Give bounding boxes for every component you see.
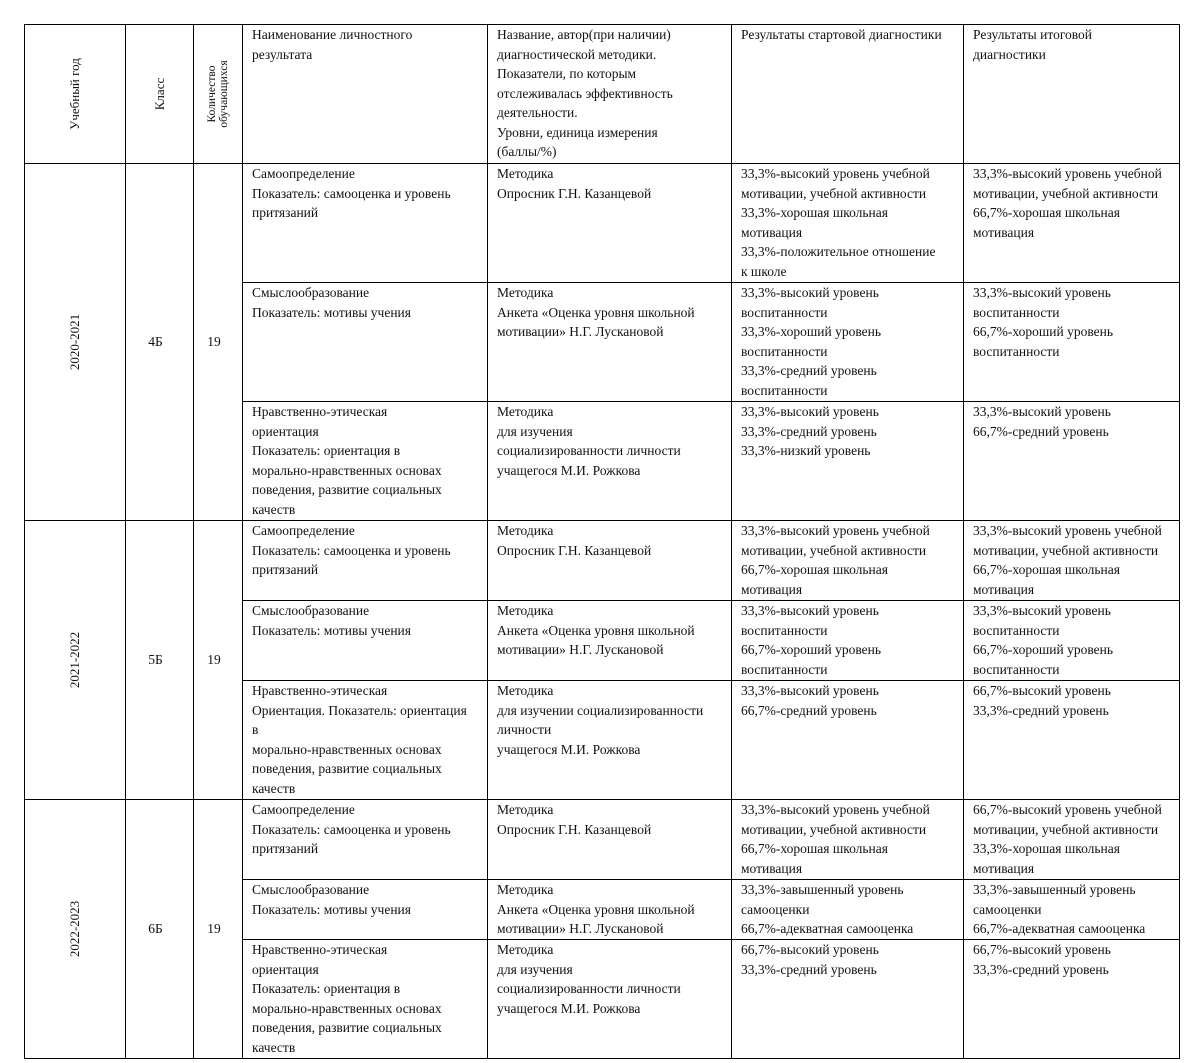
final-result-cell	[964, 880, 1180, 940]
cell-line: 66,7%-высокий уровень	[973, 942, 1111, 957]
cell-line: мотивация	[973, 224, 1035, 240]
cell-line: Показатель: мотивы учения	[252, 622, 411, 638]
cell-line: Ориентация. Показатель: ориентация	[252, 702, 467, 718]
header-final	[964, 25, 1180, 164]
cell-line: личности	[497, 722, 552, 737]
cell-line: Нравственно-этическая	[252, 942, 388, 957]
final-result-cell	[964, 521, 1180, 601]
result-cell	[243, 283, 488, 402]
cell-line: 33,3%-средний уровень	[973, 961, 1109, 977]
cell-line: притязаний	[252, 562, 319, 577]
year-cell	[25, 800, 126, 1059]
start-result-cell	[732, 601, 964, 681]
cell-line: диагностики	[973, 46, 1046, 62]
cell-line: 33,3%-высокий уровень учебной	[741, 802, 930, 817]
start-result-cell	[732, 880, 964, 940]
cell-line: 33,3%-высокий уровень	[741, 404, 879, 419]
cell-line: 66,7%-средний уровень	[741, 702, 877, 718]
cell-line: для изучения	[497, 423, 573, 439]
result-cell	[243, 681, 488, 800]
cell-line: мотивации, учебной активности	[973, 821, 1159, 837]
cell-line: мотивация	[973, 860, 1035, 876]
cell-line: 33,3%-высокий уровень	[973, 404, 1111, 419]
cell-line: воспитанности	[741, 661, 828, 677]
cell-line: 66,7%-высокий уровень учебной	[973, 802, 1162, 817]
header-year: Учебный год	[67, 58, 82, 130]
cell-line: мотивация	[741, 860, 803, 876]
cell-line: 33,3%-высокий уровень	[973, 603, 1111, 618]
year-label: 2021-2022	[67, 631, 82, 689]
cell-line: 33,3%-высокий уровень	[973, 285, 1111, 300]
count-cell: 19	[194, 800, 243, 1059]
cell-line: для изучении социализированности	[497, 702, 704, 718]
cell-line: мотивации, учебной активности	[741, 542, 927, 558]
cell-line: 33,3%-средний уровень	[741, 423, 877, 439]
cell-line: мотивации, учебной активности	[741, 185, 927, 201]
cell-line: морально-нравственных основах	[252, 741, 442, 757]
cell-line: 66,7%-средний уровень	[973, 423, 1109, 439]
header-year-cell	[25, 25, 126, 164]
start-result-cell	[732, 521, 964, 601]
start-result-cell	[732, 681, 964, 800]
class-cell: 4Б	[126, 164, 194, 521]
class-cell: 5Б	[126, 521, 194, 800]
cell-line: воспитанности	[973, 622, 1060, 638]
cell-line: воспитанности	[741, 622, 828, 638]
cell-line: мотивация	[741, 581, 803, 597]
cell-line: 33,3%-хороший уровень	[741, 324, 881, 339]
header-count-cell	[194, 25, 243, 164]
cell-line: воспитанности	[973, 304, 1060, 320]
cell-line: Самоопределение	[252, 802, 355, 817]
method-cell	[488, 940, 732, 1059]
cell-line: Методика	[497, 523, 554, 538]
cell-line: Самоопределение	[252, 523, 355, 538]
cell-line: ориентация	[252, 423, 319, 439]
cell-line: 66,7%-хороший уровень	[973, 324, 1113, 339]
cell-line: поведения, развитие социальных	[252, 1020, 442, 1035]
cell-line: Методика	[497, 802, 554, 817]
cell-line: Методика	[497, 683, 554, 698]
cell-line: мотивации, учебной активности	[973, 542, 1159, 558]
year-cell	[25, 521, 126, 800]
cell-line: самооценки	[973, 901, 1042, 917]
cell-line: Анкета «Оценка уровня школьной	[497, 622, 695, 638]
header-method	[488, 25, 732, 164]
cell-line: (баллы/%)	[497, 144, 557, 159]
cell-line: Результаты итоговой	[973, 27, 1093, 42]
cell-line: результата	[252, 46, 313, 62]
cell-line: 66,7%-хороший уровень	[741, 642, 881, 657]
cell-line: 66,7%-адекватная самооценка	[741, 921, 914, 936]
cell-line: 33,3%-завышенный уровень	[741, 882, 904, 897]
cell-line: Анкета «Оценка уровня школьной	[497, 901, 695, 917]
final-result-cell	[964, 681, 1180, 800]
count-cell: 19	[194, 164, 243, 521]
header-class-cell	[126, 25, 194, 164]
cell-line: Название, автор(при наличии)	[497, 27, 671, 42]
cell-line: 66,7%-хорошая школьная	[973, 205, 1120, 220]
final-result-cell	[964, 283, 1180, 402]
cell-line: Методика	[497, 603, 554, 618]
method-cell	[488, 283, 732, 402]
cell-line: мотивации» Н.Г. Лускановой	[497, 324, 664, 339]
result-cell	[243, 521, 488, 601]
diagnostics-table	[24, 24, 1180, 1059]
cell-line: Показатель: ориентация в	[252, 981, 401, 996]
final-result-cell	[964, 164, 1180, 283]
cell-line: морально-нравственных основах	[252, 462, 442, 478]
method-cell	[488, 880, 732, 940]
method-cell	[488, 402, 732, 521]
final-result-cell	[964, 601, 1180, 681]
class-cell: 6Б	[126, 800, 194, 1059]
cell-line: учащегося М.И. Рожкова	[497, 462, 641, 478]
final-result-cell	[964, 940, 1180, 1059]
cell-line: для изучения	[497, 961, 573, 977]
cell-line: Методика	[497, 285, 554, 300]
cell-line: 66,7%-хорошая школьная	[741, 562, 888, 577]
result-cell	[243, 880, 488, 940]
cell-line: мотивация	[741, 224, 803, 240]
cell-line: Показатели, по которым	[497, 66, 637, 81]
count-cell: 19	[194, 521, 243, 800]
cell-line: отслеживалась эффективность	[497, 85, 673, 101]
cell-line: Опросник Г.Н. Казанцевой	[497, 542, 652, 558]
cell-line: качеств	[252, 501, 296, 517]
cell-line: качеств	[252, 780, 296, 796]
cell-line: 33,3%-средний уровень	[741, 363, 877, 378]
cell-line: Опросник Г.Н. Казанцевой	[497, 185, 652, 201]
cell-line: Методика	[497, 882, 554, 897]
start-result-cell	[732, 283, 964, 402]
cell-line: Самоопределение	[252, 166, 355, 181]
start-result-cell	[732, 800, 964, 880]
cell-line: мотивации» Н.Г. Лускановой	[497, 921, 664, 936]
cell-line: Показатель: самооценка и уровень	[252, 542, 451, 558]
cell-line: 66,7%-высокий уровень	[973, 683, 1111, 698]
cell-line: социализированности личности	[497, 443, 681, 458]
start-result-cell	[732, 164, 964, 283]
cell-line: Показатель: мотивы учения	[252, 304, 411, 320]
header-result-name	[243, 25, 488, 164]
result-cell	[243, 940, 488, 1059]
cell-line: мотивация	[973, 581, 1035, 597]
cell-line: 33,3%-высокий уровень	[741, 683, 879, 698]
cell-line: мотивации, учебной активности	[973, 185, 1159, 201]
cell-line: 66,7%-хорошая школьная	[973, 562, 1120, 577]
cell-line: 66,7%-хороший уровень	[973, 642, 1113, 657]
cell-line: социализированности личности	[497, 981, 681, 996]
cell-line: Смыслообразование	[252, 882, 370, 897]
table-row	[25, 800, 1180, 880]
cell-line: 33,3%-высокий уровень учебной	[741, 166, 930, 181]
cell-line: самооценки	[741, 901, 810, 917]
final-result-cell	[964, 800, 1180, 880]
cell-line: Нравственно-этическая	[252, 683, 388, 698]
result-cell	[243, 402, 488, 521]
cell-line: Методика	[497, 404, 554, 419]
cell-line: воспитанности	[973, 661, 1060, 677]
cell-line: воспитанности	[741, 343, 828, 359]
cell-line: 33,3%-хорошая школьная	[741, 205, 888, 220]
method-cell	[488, 521, 732, 601]
cell-line: деятельности.	[497, 105, 578, 120]
header-start	[732, 25, 964, 164]
cell-line: 33,3%-положительное отношение	[741, 244, 936, 259]
cell-line: Показатель: ориентация в	[252, 443, 401, 458]
cell-line: учащегося М.И. Рожкова	[497, 1000, 641, 1016]
cell-line: 33,3%-средний уровень	[741, 961, 877, 977]
cell-line: Нравственно-этическая	[252, 404, 388, 419]
method-cell	[488, 164, 732, 283]
header-count: Количество обучающихся	[206, 60, 230, 128]
table-row	[25, 521, 1180, 601]
cell-line: мотивации, учебной активности	[741, 821, 927, 837]
cell-line: 33,3%-высокий уровень учебной	[973, 166, 1162, 181]
method-cell	[488, 800, 732, 880]
header-class: Класс	[151, 77, 167, 111]
cell-line: диагностической методики.	[497, 46, 657, 62]
cell-line: 33,3%-высокий уровень учебной	[741, 523, 930, 538]
cell-line: 33,3%-высокий уровень	[741, 603, 879, 618]
start-result-cell	[732, 940, 964, 1059]
cell-line: Наименование личностного	[252, 27, 413, 42]
cell-line: Методика	[497, 942, 554, 957]
cell-line: 33,3%-хорошая школьная	[973, 841, 1120, 856]
cell-line: поведения, развитие социальных	[252, 761, 442, 776]
table-row	[25, 164, 1180, 283]
cell-line: 33,3%-завышенный уровень	[973, 882, 1136, 897]
cell-line: притязаний	[252, 841, 319, 856]
cell-line: ориентация	[252, 961, 319, 977]
year-label: 2020-2021	[67, 313, 82, 371]
header-row	[25, 25, 1180, 164]
cell-line: воспитанности	[973, 343, 1060, 359]
cell-line: 33,3%-высокий уровень	[741, 285, 879, 300]
year-cell	[25, 164, 126, 521]
cell-line: притязаний	[252, 205, 319, 220]
cell-line: поведения, развитие социальных	[252, 482, 442, 497]
cell-line: Показатель: самооценка и уровень	[252, 185, 451, 201]
result-cell	[243, 800, 488, 880]
cell-line: к школе	[741, 263, 787, 279]
year-label: 2022-2023	[67, 900, 82, 958]
cell-line: Уровни, единица измерения	[497, 124, 658, 140]
method-cell	[488, 681, 732, 800]
cell-line: мотивации» Н.Г. Лускановой	[497, 642, 664, 657]
method-cell	[488, 601, 732, 681]
result-cell	[243, 164, 488, 283]
cell-line: воспитанности	[741, 382, 828, 398]
cell-line: воспитанности	[741, 304, 828, 320]
cell-line: Анкета «Оценка уровня школьной	[497, 304, 695, 320]
cell-line: качеств	[252, 1039, 296, 1055]
cell-line: 33,3%-высокий уровень учебной	[973, 523, 1162, 538]
cell-line: учащегося М.И. Рожкова	[497, 741, 641, 757]
result-cell	[243, 601, 488, 681]
final-result-cell	[964, 402, 1180, 521]
cell-line: Смыслообразование	[252, 603, 370, 618]
cell-line: в	[252, 722, 259, 737]
cell-line: Методика	[497, 166, 554, 181]
cell-line: морально-нравственных основах	[252, 1000, 442, 1016]
cell-line: Показатель: самооценка и уровень	[252, 821, 451, 837]
cell-line: Смыслообразование	[252, 285, 370, 300]
start-result-cell	[732, 402, 964, 521]
cell-line: Опросник Г.Н. Казанцевой	[497, 821, 652, 837]
cell-line: 33,3%-низкий уровень	[741, 443, 871, 458]
cell-line: Результаты стартовой диагностики	[741, 27, 942, 42]
cell-line: Показатель: мотивы учения	[252, 901, 411, 917]
cell-line: 66,7%-высокий уровень	[741, 942, 879, 957]
cell-line: 66,7%-хорошая школьная	[741, 841, 888, 856]
cell-line: 33,3%-средний уровень	[973, 702, 1109, 718]
cell-line: 66,7%-адекватная самооценка	[973, 921, 1146, 936]
